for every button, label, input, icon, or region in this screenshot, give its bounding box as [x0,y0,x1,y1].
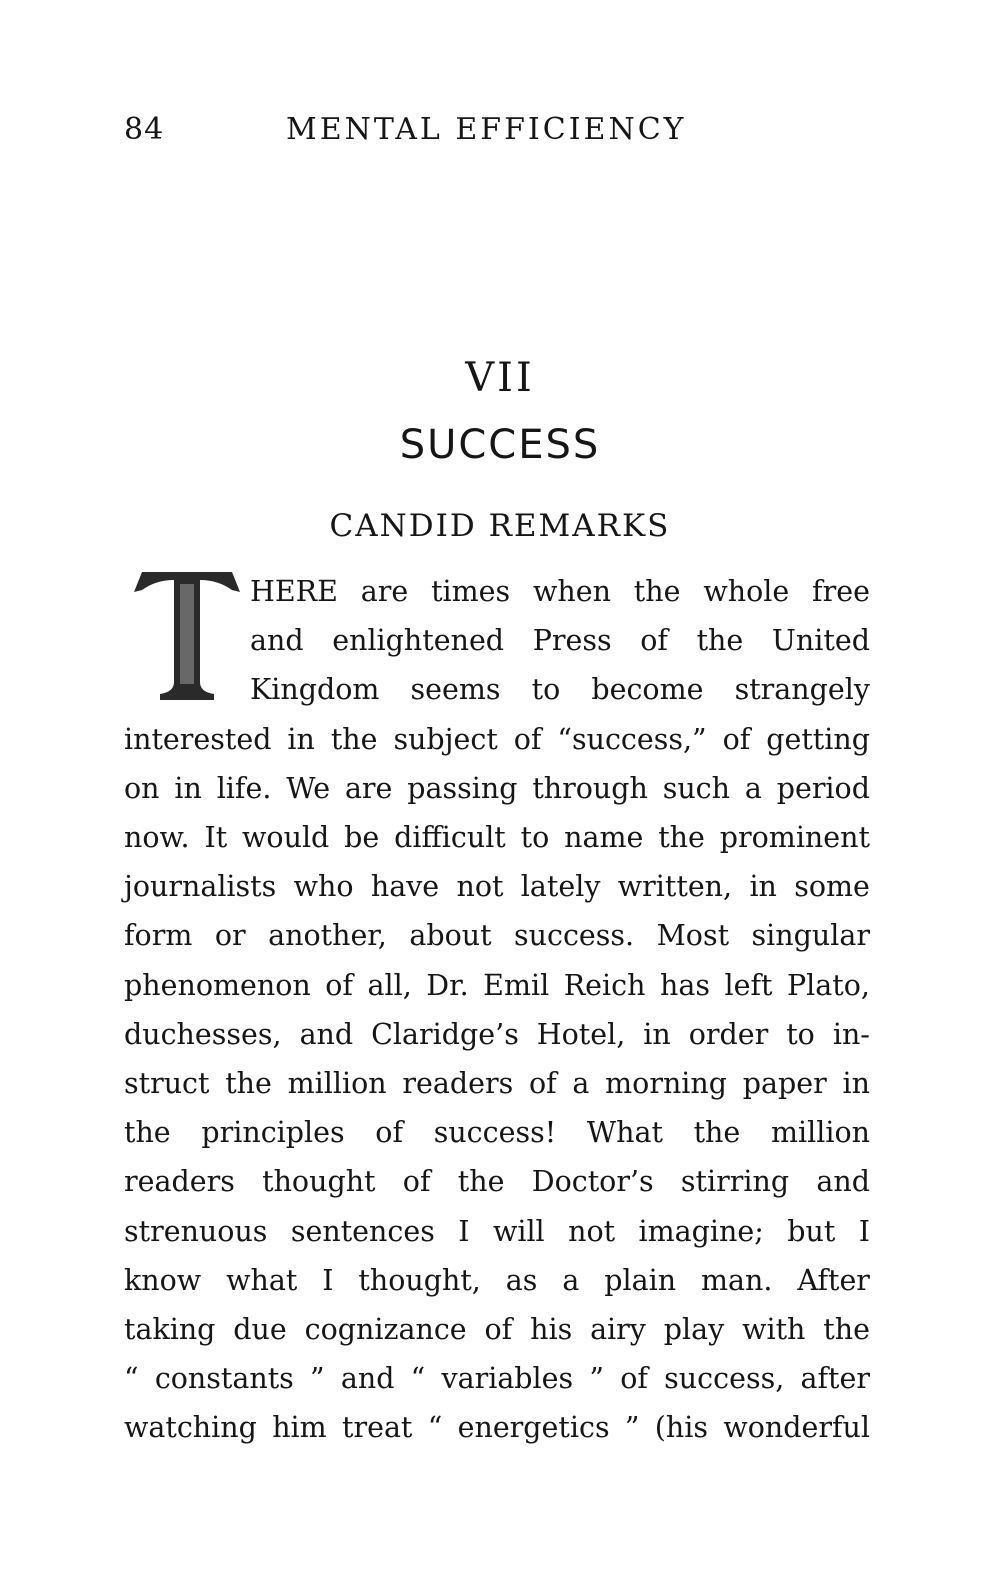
text-line: phenomenon of all, Dr. Emil Reich has left Plato, [124,968,870,1002]
text-line: strenuous sentences I will not imagine; but I [124,1214,870,1248]
text-line: know what I thought, as a plain man. After [124,1263,870,1297]
text-line: “ constants ” and “ variables ” of success, after [124,1362,870,1396]
text-line: interested in the subject of “success,” of getting [124,722,870,756]
text-line: struct the million readers of a morning paper in [124,1067,870,1100]
chapter-title: SUCCESS [399,422,601,468]
text-line: now. It would be difficult to name the prominent [124,821,870,854]
text-line: duchesses, and Claridge’s Hotel, in order to in- [124,1017,870,1051]
text-line: the principles of success! What the million [124,1116,870,1150]
text-line: form or another, about success. Most singular [124,919,870,953]
text-line: and enlightened Press of the United [250,624,870,658]
text-line: HERE are times when the whole free [250,575,870,608]
page-number: 84 [124,112,165,147]
drop-cap-letter [128,564,246,704]
text-line: journalists who have not lately written, in some [124,870,870,904]
text-line: taking due cognizance of his airy play with the [124,1313,870,1346]
running-title: MENTAL EFFICIENCY [286,112,687,147]
section-heading: CANDID REMARKS [329,508,671,544]
text-line: watching him treat “ energetics ” (his wonderful [124,1411,870,1445]
text-line: readers thought of the Doctor’s stirring and [124,1165,870,1199]
text-line: Kingdom seems to become strangely [250,673,870,707]
drop-cap-t-icon [128,564,246,704]
text-line: on in life. We are passing through such a period [124,771,870,805]
chapter-number: VII [465,355,535,401]
